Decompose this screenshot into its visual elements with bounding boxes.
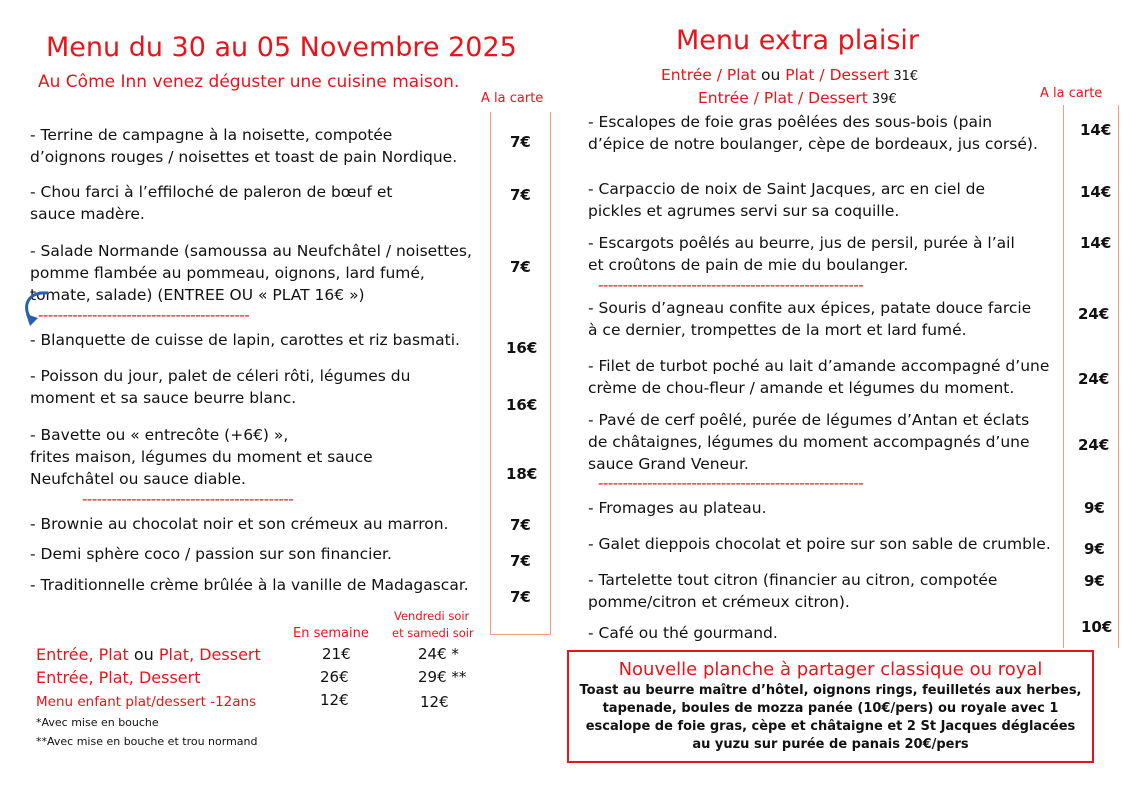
left-price-salade: 7€ — [510, 258, 531, 276]
formula-col-weekend-line1: Vendredi soir — [394, 609, 470, 623]
right-formula-1-b: Plat / Dessert — [785, 66, 890, 84]
formula-row-1-price-weekend: 24€ * — [418, 645, 459, 663]
right-formula-1-mid: ou — [756, 66, 786, 84]
left-price-brownie: 7€ — [510, 516, 531, 534]
formula-row-3-a: Menu enfant plat/dessert -12ans — [36, 694, 257, 710]
left-separator-1: ------------------------------------------- — [38, 306, 250, 324]
formula-row-1-price-week: 21€ — [322, 645, 351, 663]
right-formula-2-a: Entrée / Plat / Dessert — [698, 89, 868, 107]
right-price-foie-gras: 14€ — [1080, 121, 1112, 139]
planche-description: Toast au beurre maître d’hôtel, oignons rings, feuilletés aux herbes, tapenade, boules de mozza panée (10€/pers) ou royale avec 1 escalope de foie gras, cèpe et châtaigne et 2 St Jacques déglacées au yuzu sur purée de panais 20€/pers — [579, 683, 1082, 752]
formula-row-1-b: Plat, Dessert — [158, 645, 261, 664]
left-price-column-line-right — [550, 112, 551, 635]
formula-row-2-price-week: 26€ — [320, 668, 349, 686]
left-a-la-carte-label: A la carte — [481, 91, 544, 106]
right-price-pave-cerf: 24€ — [1078, 436, 1110, 454]
formula-row-2-a: Entrée, Plat, Dessert — [36, 668, 201, 687]
right-price-turbot: 24€ — [1078, 370, 1110, 388]
right-item-escargots: - Escargots poêlés au beurre, jus de persil, purée à l’ail et croûtons de pain de mie du boulanger. — [588, 234, 1015, 274]
right-item-fromages: - Fromages au plateau. — [588, 499, 767, 517]
right-separator-2: ------------------------------------------------------ — [598, 474, 864, 492]
right-price-column-line-right — [1118, 105, 1119, 648]
right-item-pave-cerf: - Pavé de cerf poêlé, purée de légumes d’Antan et éclats de châtaignes, légumes du moment accompagnés d’une sauce Grand Veneur. — [588, 411, 1030, 473]
left-menu-title: Menu du 30 au 05 Novembre 2025 — [46, 32, 517, 63]
right-formula-line-1 — [661, 66, 918, 84]
left-item-bavette: - Bavette ou « entrecôte (+6€) », frites maison, légumes du moment et sauce Neufchâtel ou sauce diable. — [30, 426, 373, 488]
left-item-demi-sphere: - Demi sphère coco / passion sur son financier. — [30, 545, 392, 563]
planche-box — [567, 650, 1094, 763]
formula-col-weekday: En semaine — [293, 626, 369, 641]
formula-row-2-price-weekend: 29€ ** — [418, 668, 467, 686]
right-item-galet: - Galet dieppois chocolat et poire sur son sable de crumble. — [588, 535, 1051, 553]
formula-row-1 — [36, 645, 261, 664]
formula-note-2: **Avec mise en bouche et trou normand — [36, 735, 258, 748]
left-price-demi-sphere: 7€ — [510, 552, 531, 570]
left-price-column-line — [490, 112, 491, 635]
left-price-blanquette: 16€ — [506, 339, 538, 357]
formula-col-weekend-line2: et samedi soir — [392, 626, 474, 640]
left-item-chou-farci: - Chou farci à l’effiloché de paleron de bœuf et sauce madère. — [30, 183, 393, 223]
formula-row-3-price-week: 12€ — [320, 691, 349, 709]
left-price-poisson: 16€ — [506, 396, 538, 414]
formula-row-1-a: Entrée, Plat — [36, 645, 129, 664]
right-item-tartelette: - Tartelette tout citron (financier au citron, compotée pomme/citron et crémeux citron). — [588, 571, 998, 611]
right-item-turbot: - Filet de turbot poché au lait d’amande accompagné d’une crème de chou-fleur / amande et légumes du moment. — [588, 357, 1050, 397]
right-formula-1-price: 31€ — [889, 69, 919, 84]
formula-row-1-mid: ou — [128, 645, 159, 664]
left-separator-2: ------------------------------------------- — [82, 490, 294, 508]
right-item-carpaccio: - Carpaccio de noix de Saint Jacques, arc en ciel de pickles et agrumes servi sur sa coquille. — [588, 180, 986, 220]
right-price-escargots: 14€ — [1080, 234, 1112, 252]
right-item-souris-agneau: - Souris d’agneau confite aux épices, patate douce farcie à ce dernier, trompettes de la mort et lard fumé. — [588, 299, 1032, 339]
left-item-terrine: - Terrine de campagne à la noisette, compotée d’oignons rouges / noisettes et toast de pain Nordique. — [30, 126, 458, 166]
left-price-terrine: 7€ — [510, 133, 531, 151]
right-price-souris-agneau: 24€ — [1078, 305, 1110, 323]
left-item-poisson: - Poisson du jour, palet de céleri rôti, légumes du moment et sa sauce beurre blanc. — [30, 367, 411, 407]
right-price-tartelette: 9€ — [1084, 572, 1105, 590]
formula-note-1: *Avec mise en bouche — [36, 716, 159, 729]
left-price-bavette: 18€ — [506, 465, 538, 483]
right-formula-line-2 — [698, 89, 897, 107]
right-price-fromages: 9€ — [1084, 499, 1105, 517]
right-price-column-line — [1063, 105, 1064, 648]
left-item-blanquette: - Blanquette de cuisse de lapin, carottes et riz basmati. — [30, 331, 460, 349]
right-formula-1-a: Entrée / Plat — [661, 66, 757, 84]
left-price-chou-farci: 7€ — [510, 186, 531, 204]
left-price-creme-brulee: 7€ — [510, 588, 531, 606]
right-item-foie-gras: - Escalopes de foie gras poêlées des sous-bois (pain d’épice de notre boulanger, cèpe de bordeaux, jus corsé). — [588, 113, 1038, 153]
left-item-brownie: - Brownie au chocolat noir et son crémeux au marron. — [30, 515, 449, 533]
right-price-carpaccio: 14€ — [1080, 183, 1112, 201]
left-item-salade: - Salade Normande (samoussa au Neufchâtel / noisettes, pomme flambée au pommeau, oignons, lard fumé, tomate, salade) (ENTREE OU « PLAT 16€ ») — [30, 242, 472, 304]
left-menu-subtitle: Au Côme Inn venez déguster une cuisine maison. — [38, 72, 460, 92]
left-item-creme-brulee: - Traditionnelle crème brûlée à la vanille de Madagascar. — [30, 576, 469, 594]
left-price-column-bottom — [490, 634, 550, 635]
right-price-galet: 9€ — [1084, 540, 1105, 558]
right-formula-2-price: 39€ — [867, 92, 897, 107]
right-a-la-carte-label: A la carte — [1040, 86, 1103, 101]
right-menu-title: Menu extra plaisir — [676, 25, 919, 56]
planche-title: Nouvelle planche à partager classique ou royal — [618, 659, 1043, 680]
right-separator-1: ------------------------------------------------------ — [598, 276, 864, 294]
right-price-cafe: 10€ — [1081, 618, 1113, 636]
right-item-cafe: - Café ou thé gourmand. — [588, 624, 778, 642]
formula-row-3-price-weekend: 12€ — [420, 693, 449, 711]
